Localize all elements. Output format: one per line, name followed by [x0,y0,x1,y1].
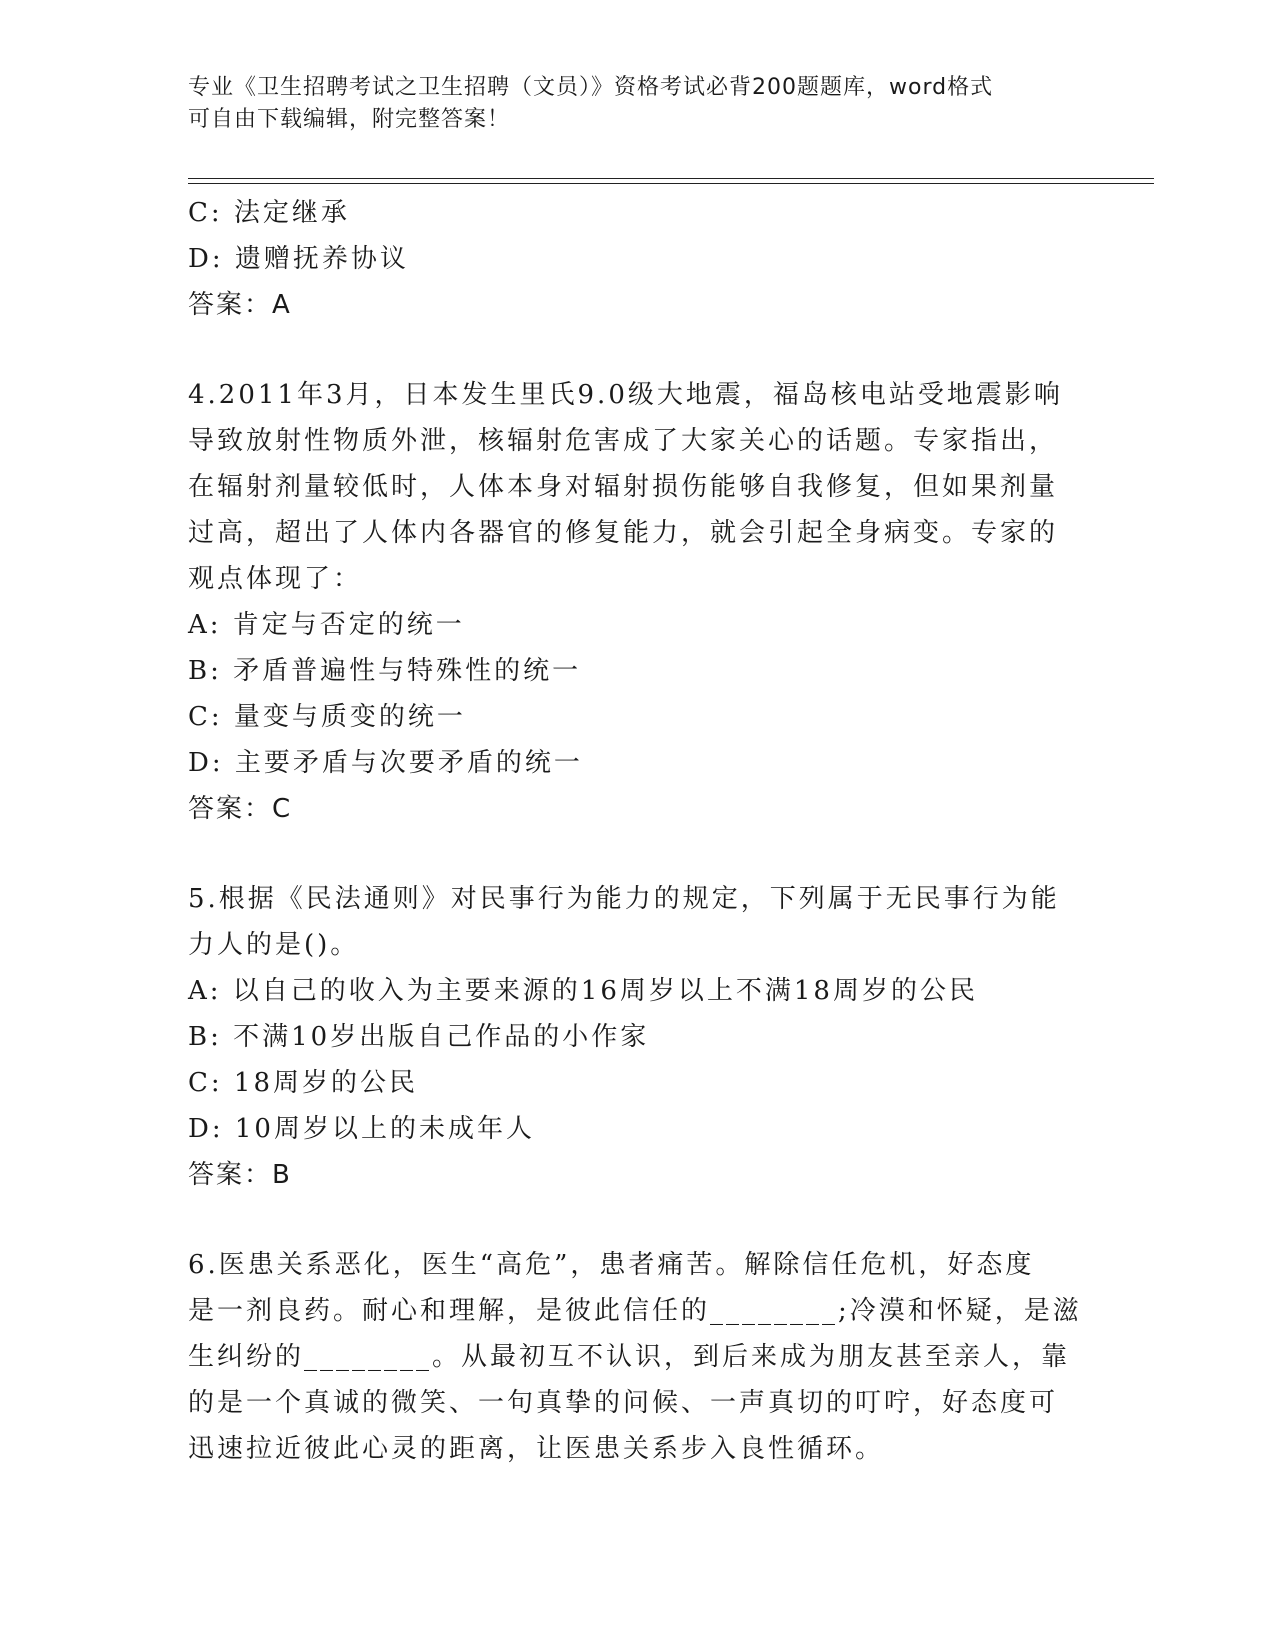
q4-text-line: 过高，超出了人体内各器官的修复能力，就会引起全身病变。专家的 [188,518,1059,548]
q3-option-d: D: 遗赠抚养协议 [188,244,409,274]
q5-option-a: A: 以自己的收入为主要来源的16周岁以上不满18周岁的公民 [188,976,978,1006]
q5-text-line: 力人的是()。 [188,930,360,960]
q5-option-d: D: 10周岁以上的未成年人 [188,1114,535,1144]
question-4 [188,372,1088,832]
q3-answer: 答案：A [188,290,292,320]
header-line-2: 可自由下载编辑，附完整答案！ [188,107,511,132]
q4-text-line: 4.2011年3月，日本发生里氏9.0级大地震，福岛核电站受地震影响 [188,380,1063,410]
q4-option-a: A: 肯定与否定的统一 [188,610,465,640]
q5-text-line: 5.根据《民法通则》对民事行为能力的规定，下列属于无民事行为能 [188,884,1060,914]
q5-option-c: C: 18周岁的公民 [188,1068,419,1098]
q6-text-line: 迅速拉近彼此心灵的距离，让医患关系步入良性循环。 [188,1434,885,1464]
q4-answer: 答案：C [188,794,293,824]
q3-option-c: C: 法定继承 [188,198,350,228]
header-divider-top [188,178,1154,179]
q4-option-d: D: 主要矛盾与次要矛盾的统一 [188,748,583,778]
spacer [188,832,1088,876]
document-body [188,190,1088,1472]
question-5 [188,876,1088,1198]
q4-text-line: 导致放射性物质外泄，核辐射危害成了大家关心的话题。专家指出， [188,426,1059,456]
spacer [188,328,1088,372]
header-line-1: 专业《卫生招聘考试之卫生招聘（文员）》资格考试必背200题题库，word格式 [188,75,994,100]
question-6 [188,1242,1088,1472]
header-divider-bottom [188,183,1154,184]
q6-text-line: 6.医患关系恶化，医生“高危”，患者痛苦。解除信任危机，好态度 [188,1250,1035,1280]
q4-option-c: C: 量变与质变的统一 [188,702,466,732]
q6-text-line: 是一剂良药。耐心和理解，是彼此信任的________;冷漠和怀疑，是滋 [188,1296,1082,1326]
q6-text-line: 生纠纷的________。从最初互不认识，到后来成为朋友甚至亲人，靠 [188,1342,1071,1372]
q5-answer: 答案：B [188,1160,292,1190]
q4-text-line: 在辐射剂量较低时，人体本身对辐射损伤能够自我修复，但如果剂量 [188,472,1059,502]
q4-option-b: B: 矛盾普遍性与特殊性的统一 [188,656,582,686]
q6-text-line: 的是一个真诚的微笑、一句真挚的问候、一声真切的叮咛，好态度可 [188,1388,1059,1418]
q4-text-line: 观点体现了： [188,564,363,594]
spacer [188,1198,1088,1242]
document-header [188,72,1068,136]
q5-option-b: B: 不满10岁出版自己作品的小作家 [188,1022,650,1052]
question-3-continued [188,190,1088,328]
